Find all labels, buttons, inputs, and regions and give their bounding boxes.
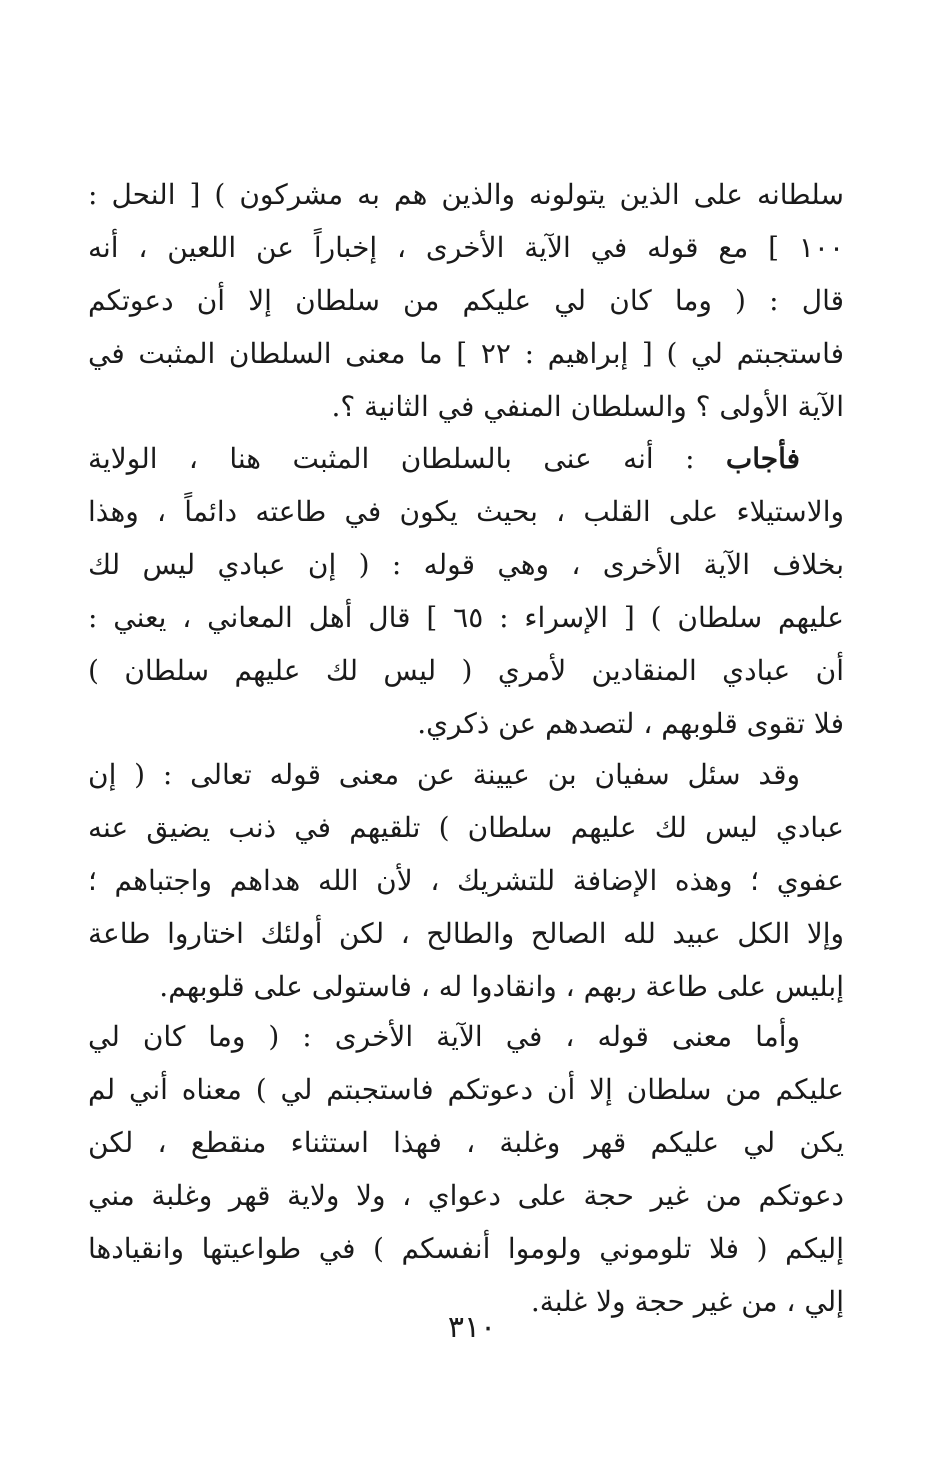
paragraph-3 [88, 748, 844, 1013]
text-line: دعوتكم من غير حجة على دعواي ، ولا ولاية قهر وغلبة مني [88, 1179, 844, 1212]
text-line: سلطانه على الذين يتولونه والذين هم به مشركون ) [ النحل : [88, 178, 844, 211]
text-line: إلي ، من غير حجة ولا غلبة. [530, 1285, 844, 1318]
text-line: قال : ( وما كان لي عليكم من سلطان إلا أن دعوتكم [88, 284, 844, 317]
paragraph-1 [88, 168, 844, 433]
text-line: فاستجبتم لي ) [ إبراهيم : ٢٢ ] ما معنى السلطان المثبت في [88, 337, 845, 370]
text-line: إبليس على طاعة ربهم ، وانقادوا له ، فاستولى على قلوبهم. [159, 970, 844, 1003]
text-line: عبادي ليس لك عليهم سلطان ) تلقيهم في ذنب يضيق عنه [88, 811, 844, 844]
text-line: يكن لي عليكم قهر وغلبة ، فهذا استثناء منقطع ، لكن [88, 1126, 844, 1159]
text-line: وإلا الكل عبيد لله الصالح والطالح ، لكن أولئك اختاروا طاعة [88, 917, 844, 950]
lead-word: فأجاب [725, 442, 800, 475]
text-line: وأما معنى قوله ، في الآية الأخرى : ( وما كان لي [88, 1020, 800, 1053]
text-line: الآية الأولى ؟ والسلطان المنفي في الثانية ؟. [331, 390, 844, 423]
paragraph-4 [88, 1010, 844, 1328]
text-line: عليكم من سلطان إلا أن دعوتكم فاستجبتم لي ) معناه أني لم [88, 1073, 844, 1106]
text-line: فلا تقوى قلوبهم ، لتصدهم عن ذكري. [417, 707, 844, 740]
text-line: والاستيلاء على القلب ، بحيث يكون في طاعته دائماً ، وهذا [88, 495, 844, 528]
paragraph-2 [88, 432, 844, 750]
text-line: وقد سئل سفيان بن عيينة عن معنى قوله تعالى : ( إن [88, 758, 800, 791]
text-line: بخلاف الآية الأخرى ، وهي قوله : ( إن عبادي ليس لك [88, 548, 844, 581]
lead-continuation: : أنه عنى بالسلطان المثبت هنا ، الولاية [88, 442, 726, 475]
text-line: ١٠٠ ] مع قوله في الآية الأخرى ، إخباراً عن اللعين ، أنه [88, 231, 844, 264]
text-line: عفوي ؛ وهذه الإضافة للتشريك ، لأن الله هداهم واجتباهم ؛ [88, 864, 844, 897]
text-line: عليهم سلطان ) [ الإسراء : ٦٥ ] قال أهل المعاني ، يعني : [88, 601, 845, 634]
text-line: إليكم ( فلا تلوموني ولوموا أنفسكم ) في طواعيتها وانقيادها [88, 1232, 844, 1265]
text-line [88, 432, 844, 485]
text-line: أن عبادي المنقادين لأمري ( ليس لك عليهم سلطان ) [88, 654, 844, 687]
page-number: ٣١٠ [447, 1310, 497, 1345]
